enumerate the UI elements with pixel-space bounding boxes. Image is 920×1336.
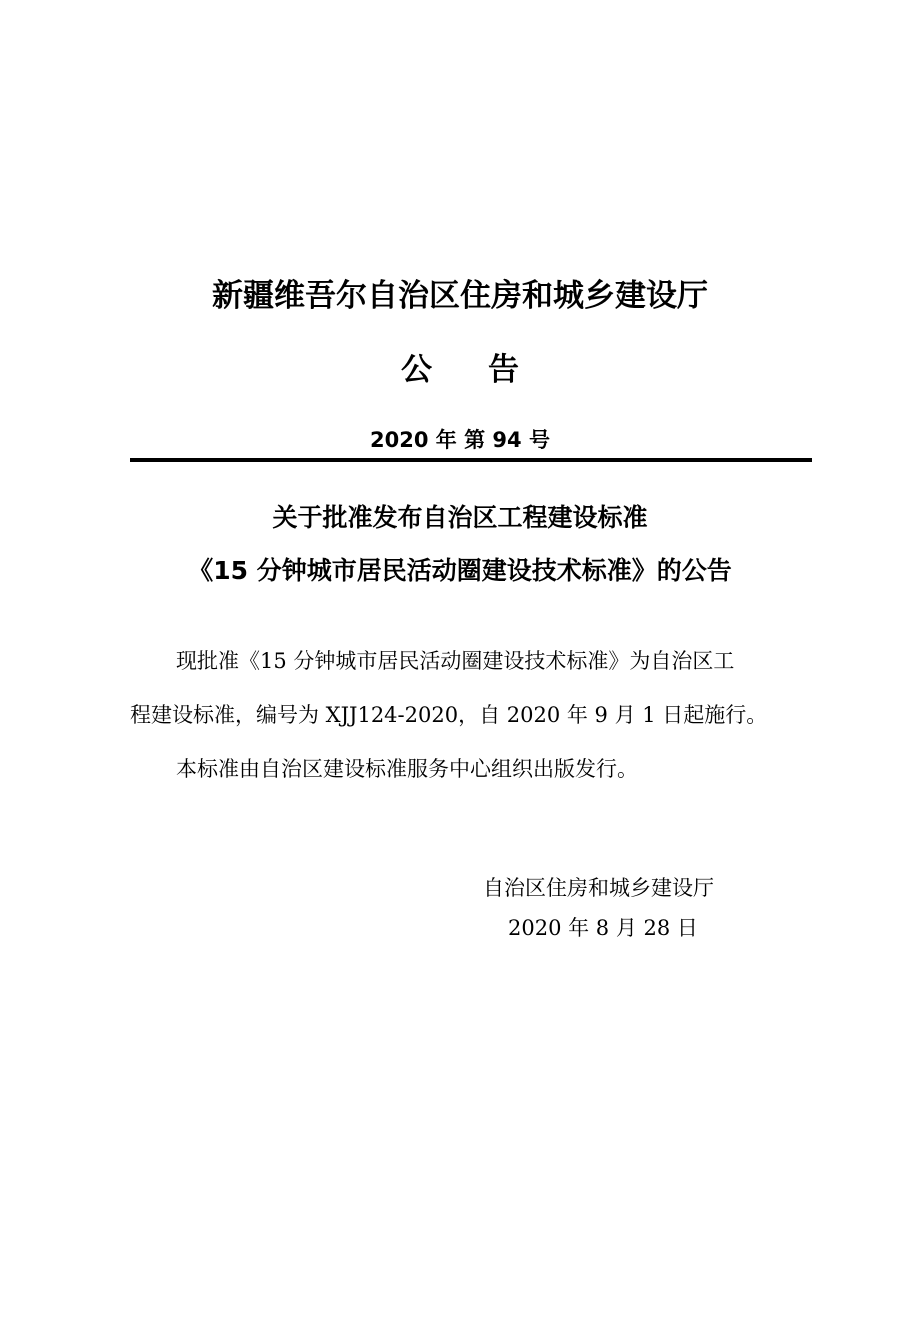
subject-line-1: 关于批准发布自治区工程建设标准 [272,503,648,532]
signature-date: 2020 年 8 月 28 日 [508,916,698,940]
issuer-title: 新疆维吾尔自治区住房和城乡建设厅 [212,278,708,314]
body-paragraph-line-1: 现批准《15 分钟城市居民活动圈建设技术标准》为自治区工 [176,649,735,673]
document-type: 公告 [401,352,575,388]
document-number: 2020 年 第 94 号 [370,428,550,452]
header-divider [130,458,812,462]
subject-line-2: 《15 分钟城市居民活动圈建设技术标准》的公告 [188,556,732,585]
body-paragraph-line-2: 程建设标准，编号为 XJJ124-2020，自 2020 年 9 月 1 日起施行。 [130,703,768,727]
body-paragraph-line-3: 本标准由自治区建设标准服务中心组织出版发行。 [176,757,638,781]
signature-organization: 自治区住房和城乡建设厅 [483,876,714,900]
